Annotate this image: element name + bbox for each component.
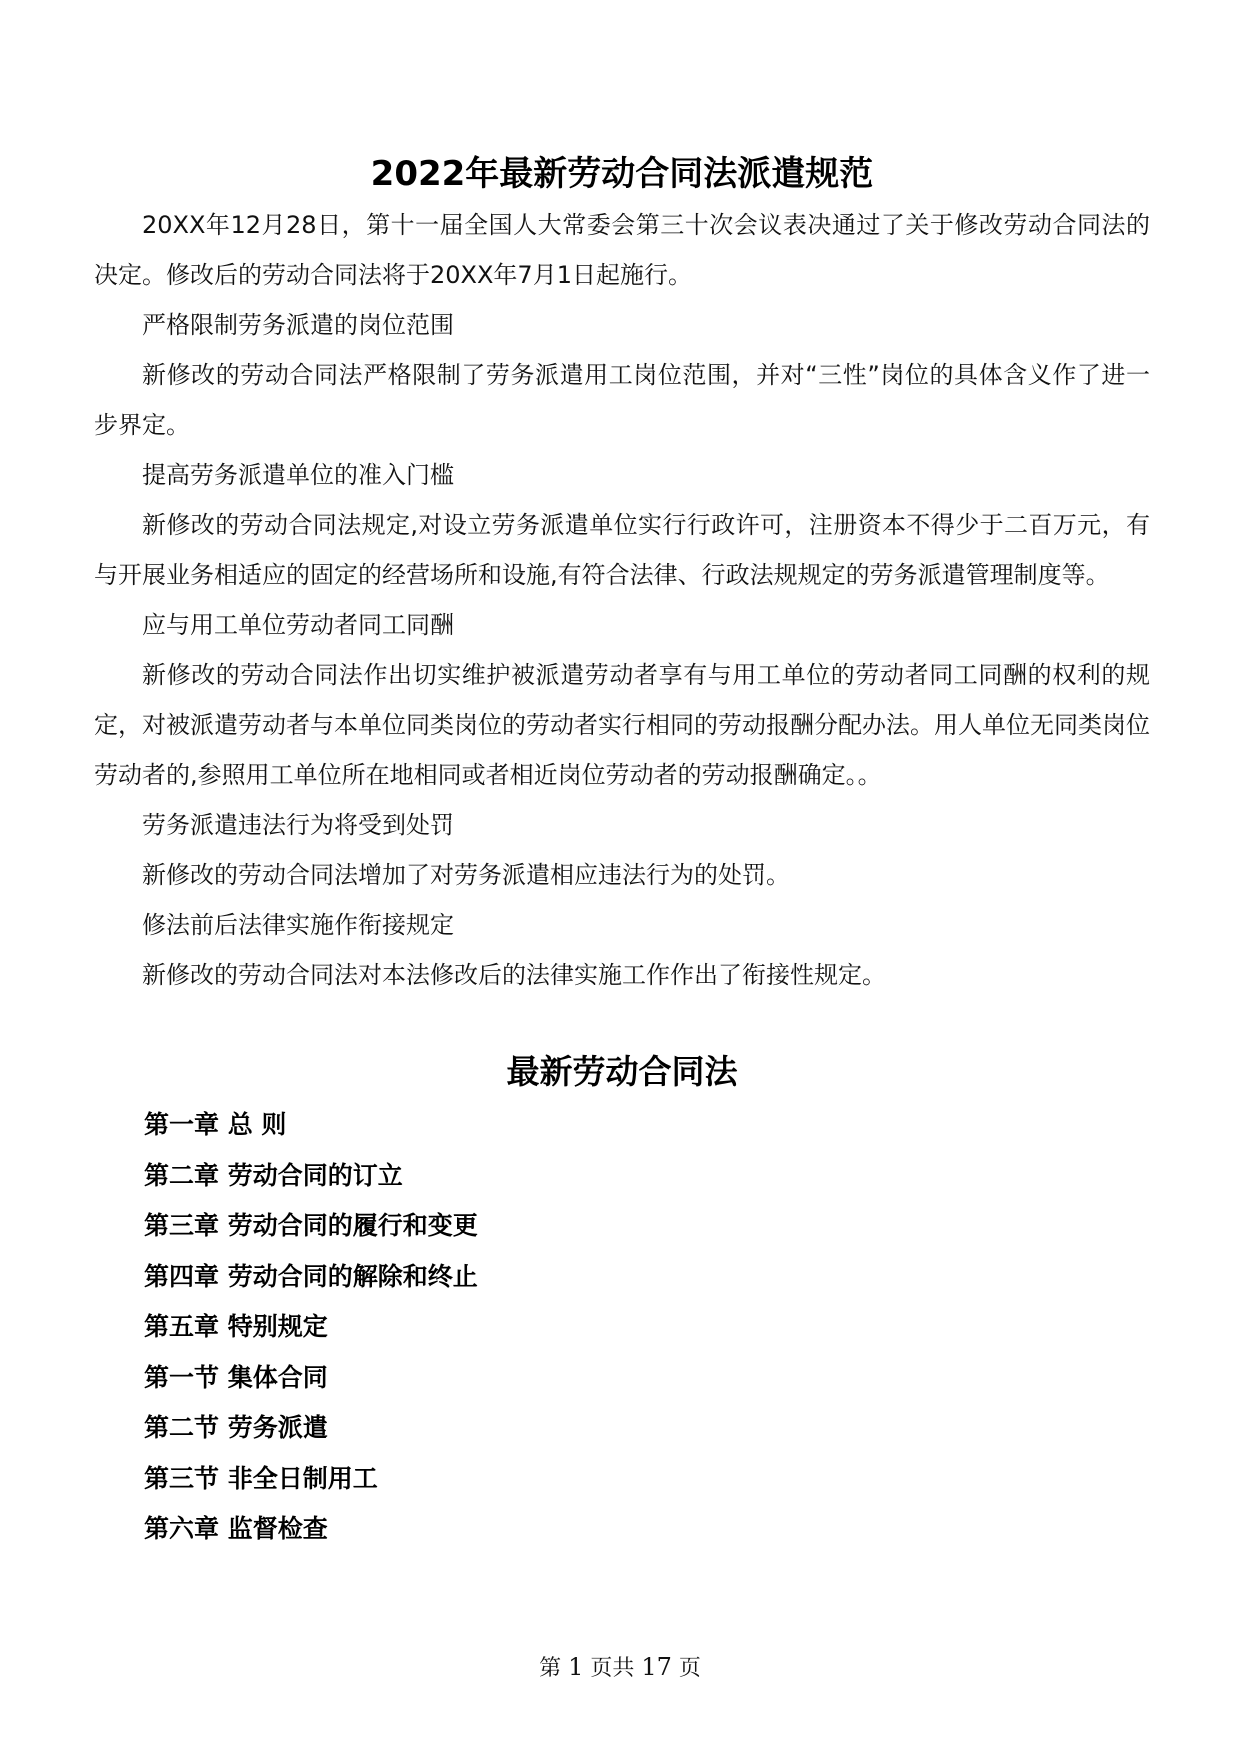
intro-paragraph: 20XX年12月28日，第十一届全国人大常委会第三十次会议表决通过了关于修改劳动合同法的决定。修改后的劳动合同法将于20XX年7月1日起施行。 bbox=[94, 211, 1150, 289]
toc-item: 第三章 劳动合同的履行和变更 bbox=[144, 1211, 478, 1240]
toc-item: 第三节 非全日制用工 bbox=[144, 1463, 378, 1493]
toc-item: 第五章 特别规定 bbox=[144, 1312, 328, 1341]
subheading-penalties: 劳务派遣违法行为将受到处罚 bbox=[142, 811, 454, 839]
subheading-entry-threshold: 提高劳务派遣单位的准入门槛 bbox=[142, 461, 454, 489]
table-of-contents bbox=[94, 1100, 1150, 1555]
section-title: 最新劳动合同法 bbox=[506, 1052, 738, 1091]
page-footer bbox=[0, 1652, 1240, 1684]
toc-item: 第一章 总 则 bbox=[144, 1110, 287, 1139]
footer-prefix: 第 bbox=[539, 1656, 562, 1681]
paragraph-equal-pay: 新修改的劳动合同法作出切实维护被派遣劳动者享有与用工单位的劳动者同工同酬的权利的规定，对被派遣劳动者与本单位同类岗位的劳动者实行相同的劳动报酬分配办法。用人单位无同类岗位劳动者的,参照用工单位所在地相同或者相近岗位劳动者的劳动报酬确定。。 bbox=[94, 661, 1150, 789]
paragraph-transition: 新修改的劳动合同法对本法修改后的法律实施工作作出了衔接性规定。 bbox=[142, 961, 886, 989]
toc-item: 第四章 劳动合同的解除和终止 bbox=[144, 1261, 478, 1291]
paragraph-job-scope: 新修改的劳动合同法严格限制了劳务派遣用工岗位范围，并对“三性”岗位的具体含义作了进一步界定。 bbox=[94, 361, 1150, 439]
paragraph-entry-threshold: 新修改的劳动合同法规定,对设立劳务派遣单位实行行政许可，注册资本不得少于二百万元，有与开展业务相适应的固定的经营场所和设施,有符合法律、行政法规规定的劳务派遣管理制度等。 bbox=[94, 511, 1150, 589]
paragraph-penalties: 新修改的劳动合同法增加了对劳务派遣相应违法行为的处罚。 bbox=[142, 861, 790, 889]
subheading-equal-pay: 应与用工单位劳动者同工同酬 bbox=[142, 611, 454, 639]
footer-total-pages: 17 bbox=[641, 1653, 672, 1681]
footer-middle: 页共 bbox=[590, 1656, 635, 1681]
subheading-job-scope: 严格限制劳务派遣的岗位范围 bbox=[142, 311, 454, 339]
footer-page-number: 1 bbox=[568, 1653, 584, 1681]
toc-item: 第六章 监督检查 bbox=[144, 1514, 328, 1543]
toc-item: 第一节 集体合同 bbox=[144, 1362, 328, 1392]
document-content bbox=[94, 150, 1150, 1555]
toc-item: 第二节 劳务派遣 bbox=[144, 1413, 328, 1442]
footer-suffix: 页 bbox=[678, 1656, 701, 1681]
subheading-transition: 修法前后法律实施作衔接规定 bbox=[142, 911, 454, 939]
toc-item: 第二章 劳动合同的订立 bbox=[144, 1160, 403, 1190]
document-title: 2022年最新劳动合同法派遣规范 bbox=[370, 154, 874, 194]
